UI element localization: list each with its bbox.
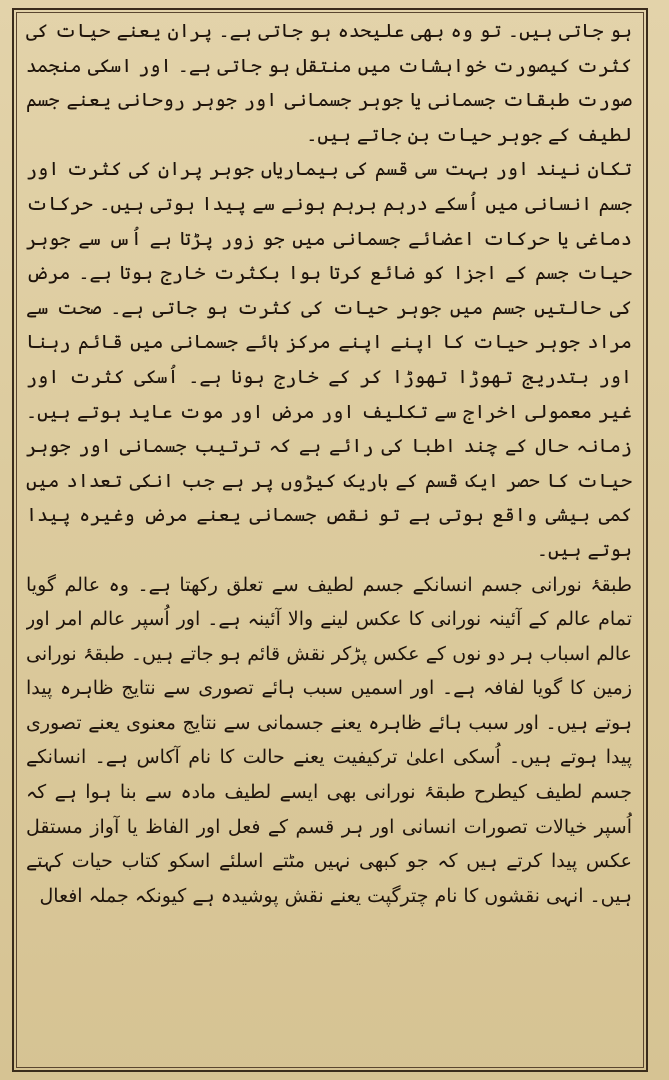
paragraph: طبقۂ نورانی جسم انسانکے جسم لطیف سے تعلق رکھتا ہے۔ وہ عالم گویا تمام عالم کے آئینہ نورانی کا عکس لینے والا آئینہ ہے۔ اور اُسپر عالم امر اور عالم اسباب ہر دو نوں کے عکس پڑکر نقش قائم ہو جاتے ہیں۔ طبقۂ نورانی زمین کا گویا لفافہ ہے۔ اور اسمیں سبب ہائے تصوری سے نتایج ظاہرہ پیدا ہوتے ہیں۔ اور سبب ہائے ظاہرہ یعنے جسمانی سے نتایج معنوی یعنے تصوری پیدا ہوتے ہیں۔ اُسکی اعلیٰ ترکیفیت یعنے حالت کا نام آکاس ہے۔ انسانکے جسم لطیف کیطرح طبقۂ نورانی بھی ایسے لطیف مادہ سے بنا ہوا ہے کہ اُسپر خیالات تصورات انسانی اور ہر قسم کے فعل اور الفاظ یا آواز مستقل عکس پیدا کرتے ہیں کہ جو کبھی نہیں مٹتے اسلئے اسکو کتاب حیات کہتے ہیں۔ انہی نقشوں کا نام چترگپت یعنے نقش پوشیدہ ہے کیونکہ جملہ افعال xyxy=(26,573,632,907)
paragraph: ہو جاتی ہیں۔ تو وہ بھی علیحدہ ہو جاتی ہے۔ پران یعنے حیات کی کثرت کیصورت خواہشات میں منتقل ہو جاتی ہے۔ اور اسکی منجمد صورت طبقات جسمانی یا جوہر جسمانی اور جوہر روحانی یعنے جسم لطیف کے جوہر حیات بن جاتے ہیں۔ xyxy=(26,20,632,146)
page-text-body xyxy=(26,14,632,1064)
paragraph: تکان نیند اور بہت سی قسم کی بیماریاں جوہر پران کی کثرت اور جسم انسانی میں اُسکے درہم برہم ہونے سے پیدا ہوتی ہیں۔ حرکات دماغی یا حرکات اعضائے جسمانی میں جو زور پڑتا ہے اُس سے جوہر حیات جسم کے اجزا کو ضائع کرتا ہوا بکثرت خارج ہوتا ہے۔ مرض کی حالتیں جسم میں جوہر حیات کی کثرت ہو جاتی ہے۔ صحت سے مراد جوہر حیات کا اپنے اپنے مرکز ہائے جسمانی میں قائم رہنا اور بتدریج تھوڑا تھوڑا کر کے خارج ہونا ہے۔ اُسکی کثرت اور غیر معمولی اخراج سے تکلیف اور مرض اور موت عاید ہوتے ہیں۔ زمانہ حال کے چند اطبا کی رائے ہے کہ ترتیب جسمانی اور جوہر حیات کا حصر ایک قسم کے باریک کیڑوں پر ہے جب انکی تعداد میں کمی بیشی واقع ہوتی ہے تو نقص جسمانی یعنے مرض وغیرہ پیدا ہوتے ہیں۔ xyxy=(26,158,632,561)
